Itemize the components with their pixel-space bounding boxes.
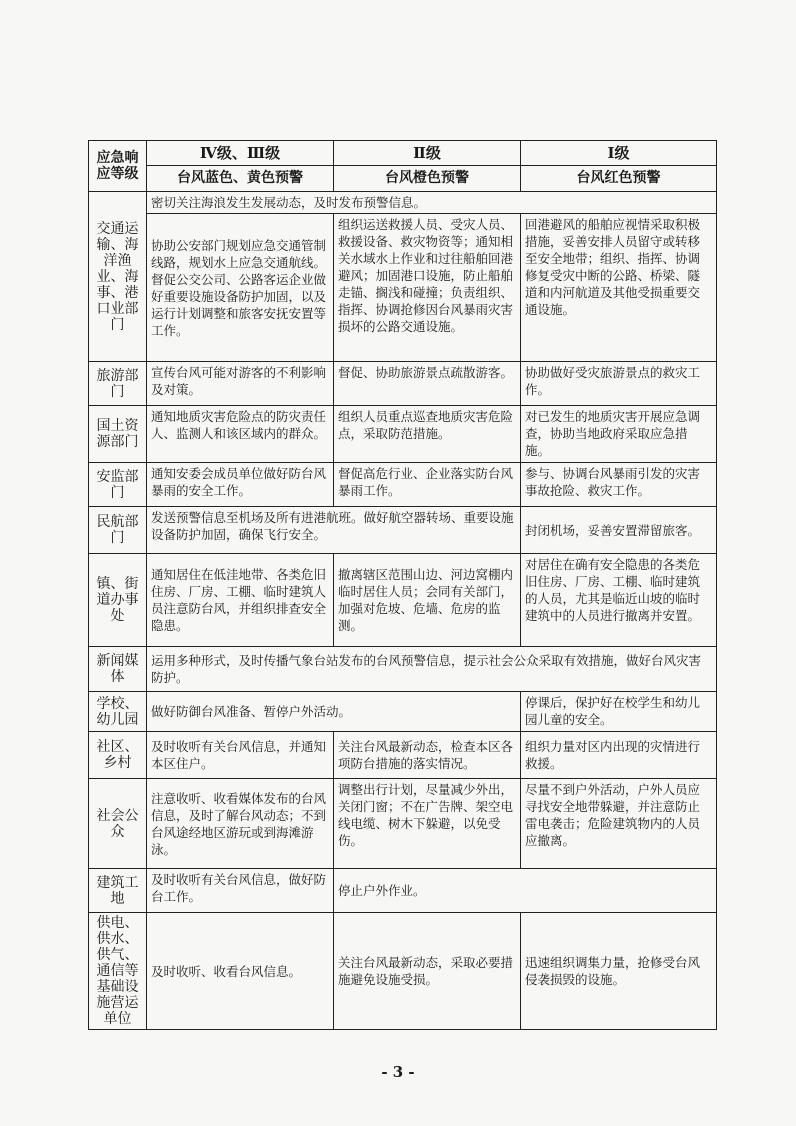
level-2-header: Ⅱ级 (334, 141, 521, 166)
town-level-1: 对居住在确有安全隐患的各类危旧住房、厂房、工棚、临时建筑的人员，尤其是临近山坡的临时建筑中的人员进行撤离并安置。 (521, 554, 717, 647)
town-level-4-3: 通知居住在低洼地带、各类危旧住房、厂房、工棚、临时建筑人员注意防台风，并组织排查安全隐患。 (147, 554, 334, 647)
dept-aviation: 民航部门 (89, 507, 147, 554)
dept-utilities: 供电、供水、供气、通信等基础设施营运单位 (89, 913, 147, 1030)
tourism-level-2: 督促、协助旅游景点疏散游客。 (334, 362, 521, 406)
dept-town: 镇、街道办事处 (89, 554, 147, 647)
transport-level-1: 回港避风的船舶应视情采取积极措施，妥善安排人员留守或转移至安全地带；组织、指挥、协调修复受灾中断的公路、桥梁、隧道和内河航道及其他受损重要交通设施。 (521, 214, 717, 362)
safety-level-4-3: 通知安委会成员单位做好防台风暴雨的安全工作。 (147, 463, 334, 507)
emergency-response-table (88, 140, 717, 1030)
safety-level-1: 参与、协调台风暴雨引发的灾害事故抢险、救灾工作。 (521, 463, 717, 507)
tourism-level-1: 协助做好受灾旅游景点的救灾工作。 (521, 362, 717, 406)
media-all-levels: 运用多种形式，及时传播气象台站发布的台风预警信息，提示社会公众采取有效措施，做好台风灾害防护。 (147, 647, 717, 692)
community-level-4-3: 及时收听有关台风信息，并通知本区住户。 (147, 732, 334, 779)
page-number: - 3 - (381, 1063, 415, 1081)
dept-public: 社会公众 (89, 779, 147, 869)
dept-media: 新闻媒体 (89, 647, 147, 692)
public-level-2: 调整出行计划，尽量减少外出，关闭门窗；不在广告牌、架空电线电缆、树木下躲避，以免受伤。 (334, 779, 521, 869)
construction-level-2-1: 停止户外作业。 (334, 869, 717, 913)
transport-all-levels: 密切关注海浪发生发展动态，及时发布预警信息。 (147, 192, 717, 214)
transport-level-4-3: 协助公安部门规划应急交通管制线路，规划水上应急交通航线。督促公交公司、公路客运企业做好重要设施设备防护加固，以及运行计划调整和旅客安抚安置等工作。 (147, 214, 334, 362)
dept-tourism: 旅游部门 (89, 362, 147, 406)
response-level-header: 应急响应等级 (89, 141, 147, 192)
dept-safety: 安监部门 (89, 463, 147, 507)
tourism-level-4-3: 宣传台风可能对游客的不利影响及对策。 (147, 362, 334, 406)
town-level-2: 撤离辖区范围山边、河边窝棚内临时居住人员；会同有关部门，加强对危坡、危墙、危房的监测。 (334, 554, 521, 647)
public-level-4-3: 注意收听、收看媒体发布的台风信息，及时了解台风动态；不到台风途经地区游玩或到海滩游泳。 (147, 779, 334, 869)
dept-transport: 交通运输、海洋渔业、海事、港口业部门 (89, 192, 147, 362)
land-level-4-3: 通知地质灾害危险点的防灾责任人、监测人和该区域内的群众。 (147, 406, 334, 463)
school-level-4-3-2: 做好防御台风准备、暂停户外活动。 (147, 692, 521, 732)
level-1-header: Ⅰ级 (521, 141, 717, 166)
red-warning-header: 台风红色预警 (521, 166, 717, 192)
aviation-level-4-3-2: 发送预警信息至机场及所有进港航班。做好航空器转场、重要设施设备防护加固，确保飞行安全。 (147, 507, 521, 554)
dept-community: 社区、乡村 (89, 732, 147, 779)
school-level-1: 停课后，保护好在校学生和幼儿园儿童的安全。 (521, 692, 717, 732)
level-4-3-header: Ⅳ级、Ⅲ级 (147, 141, 334, 166)
dept-school: 学校、幼儿园 (89, 692, 147, 732)
dept-construction: 建筑工地 (89, 869, 147, 913)
safety-level-2: 督促高危行业、企业落实防台风暴雨工作。 (334, 463, 521, 507)
utilities-level-1: 迅速组织调集力量，抢修受台风侵袭损毁的设施。 (521, 913, 717, 1030)
orange-warning-header: 台风橙色预警 (334, 166, 521, 192)
utilities-level-4-3: 及时收听、收看台风信息。 (147, 913, 334, 1030)
utilities-level-2: 关注台风最新动态，采取必要措施避免设施受损。 (334, 913, 521, 1030)
community-level-2: 关注台风最新动态，检查本区各项防台措施的落实情况。 (334, 732, 521, 779)
land-level-1: 对已发生的地质灾害开展应急调查，协助当地政府采取应急措施。 (521, 406, 717, 463)
construction-level-4-3: 及时收听有关台风信息，做好防台工作。 (147, 869, 334, 913)
land-level-2: 组织人员重点巡查地质灾害危险点，采取防范措施。 (334, 406, 521, 463)
dept-land: 国土资源部门 (89, 406, 147, 463)
blue-yellow-warning-header: 台风蓝色、黄色预警 (147, 166, 334, 192)
aviation-level-1: 封闭机场，妥善安置滞留旅客。 (521, 507, 717, 554)
transport-level-2: 组织运送救援人员、受灾人员、救援设备、救灾物资等；通知相关水域水上作业和过往船舶回港避风；加固港口设施，防止船舶走锚、搁浅和碰撞；负责组织、指挥、协调抢修因台风暴雨灾害损坏的公路交通设施。 (334, 214, 521, 362)
public-level-1: 尽量不到户外活动，户外人员应寻找安全地带躲避，并注意防止雷电袭击；危险建筑物内的人员应撤离。 (521, 779, 717, 869)
community-level-1: 组织力量对区内出现的灾情进行救援。 (521, 732, 717, 779)
